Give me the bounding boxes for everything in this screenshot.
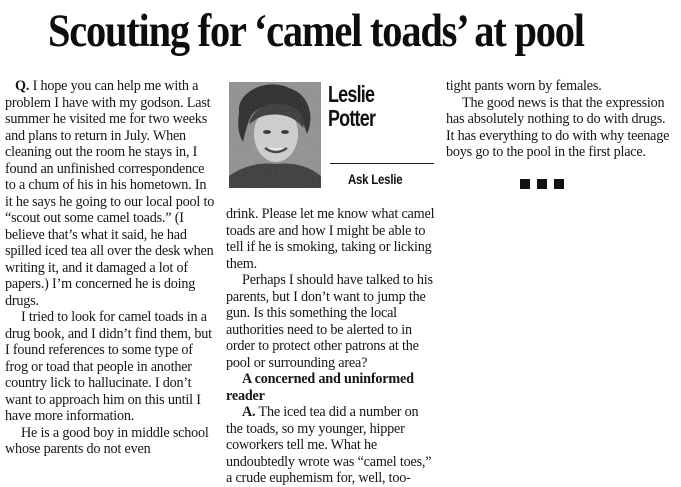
column-two (226, 206, 438, 487)
answer-text-1: The iced tea did a number on the toads, so my younger, hipper coworkers tell me. What he undoubtedly wrote was “camel toes,” a crude euphemism for, well, too- (226, 404, 432, 486)
column-three (446, 78, 676, 161)
answer-label: A. (242, 404, 256, 420)
portrait-image (229, 82, 321, 188)
end-square-icon (537, 179, 547, 189)
end-of-article-mark (520, 179, 564, 189)
question-paragraph-3: He is a good boy in middle school whose parents do not even (5, 424, 209, 457)
columnist-first-name: Leslie (328, 81, 375, 107)
question-paragraph-4: drink. Please let me know what camel toads are and how I might be able to tell if he is smoking, taking or licking them. (226, 206, 435, 272)
end-square-icon (520, 179, 530, 189)
answer-paragraph-1 (226, 404, 438, 487)
answer-paragraph-3: The good news is that the expression has absolutely nothing to do with drugs. It has everything to do with why teenage boys go to the pool in the first place. (446, 94, 670, 160)
headline: Scouting for ‘camel toads’ at pool (48, 5, 584, 57)
question-paragraph-2: I tried to look for camel toads in a drug book, and I didn’t find them, but I found references to some type of frog or toad that people in another country lick to hallucinate. I don’t want to approach him on this until I have more information. (5, 309, 212, 424)
answer-paragraph-2: tight pants worn by females. (446, 78, 602, 94)
column-label (348, 171, 402, 187)
end-square-icon (554, 179, 564, 189)
columnist-last-name: Potter (328, 105, 376, 131)
column-label-first: Ask (348, 171, 369, 187)
columnist-name (328, 82, 422, 130)
byline-divider (330, 163, 434, 164)
column-one (5, 78, 217, 458)
question-label: Q. (15, 78, 30, 94)
question-paragraph-5: Perhaps I should have talked to his parents, but I don’t want to jump the gun. Is this something the local authorities need to be alerted to in order to protect other patrons at the pool or surrounding area? (226, 272, 433, 371)
question-text-1: I hope you can help me with a problem I have with my godson. Last summer he visited me for two weeks and plans to return in July. When cleaning out the room he stays in, I found an unfinished correspondence to a chum of his in his hometown. In it he says he going to our local pool to “scout out some camel toads.” (I believe that’s what it said, he had spilled iced tea all over the desk when writing it, and it damaged a lot of papers.) I’m concerned he is doing drugs. (5, 78, 215, 309)
reader-signoff: A concerned and uninformed reader (226, 371, 414, 404)
question-paragraph-1 (5, 78, 217, 309)
column-label-second: Leslie (371, 171, 403, 187)
columnist-photo (229, 82, 321, 188)
